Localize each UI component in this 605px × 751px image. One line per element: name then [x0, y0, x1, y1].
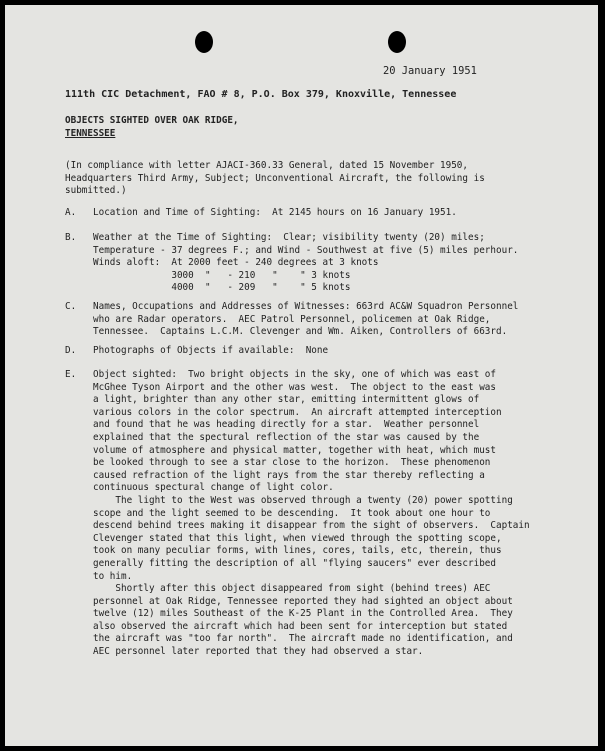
- compliance-line: submitted.): [65, 185, 127, 197]
- section-d: [65, 345, 328, 358]
- section-text: the aircraft was "too far north". The aircraft made no identification, and: [93, 633, 513, 645]
- section-b: [65, 232, 518, 295]
- section-e: [65, 369, 530, 659]
- section-c: [65, 301, 518, 339]
- section-key: C.: [65, 301, 77, 312]
- section-text: Weather at the Time of Sighting: Clear; visibility twenty (20) miles;: [93, 232, 485, 243]
- section-text: Shortly after this object disappeared from sight (behind trees) AEC: [93, 583, 491, 595]
- section-a: [65, 207, 457, 220]
- section-key: D.: [65, 345, 77, 356]
- compliance-statement: [65, 160, 485, 198]
- subject-line-2: TENNESSEE: [65, 127, 116, 139]
- section-key: E.: [65, 369, 77, 380]
- section-text: McGhee Tyson Airport and the other was west. The object to the east was: [93, 381, 496, 393]
- section-text: caused refraction of the light rays from the star thereby reflecting a: [93, 469, 485, 481]
- section-key: A.: [65, 207, 77, 218]
- section-text: explained that the spectural reflection of the star was caused by the: [93, 431, 480, 443]
- section-text: who are Radar operators. AEC Patrol Personnel, policemen at Oak Ridge,: [93, 313, 491, 325]
- section-text: descend behind trees making it disappear from the sight of observers. Captain: [93, 520, 530, 532]
- office-header: 111th CIC Detachment, FAO # 8, P.O. Box 379, Knoxville, Tennessee: [65, 89, 457, 100]
- section-text: be looked through to see a star close to the horizon. These phenomenon: [93, 457, 491, 469]
- section-text: Object sighted: Two bright objects in the sky, one of which was east of: [93, 369, 496, 380]
- section-text: a light, brighter than any other star, emitting intermittent glows of: [93, 394, 480, 406]
- punch-hole-right: [388, 31, 406, 53]
- section-text: continuous spectural change of light color.: [93, 482, 334, 494]
- compliance-line: (In compliance with letter AJACI-360.33 General, dated 15 November 1950,: [65, 160, 468, 171]
- subject-heading: [65, 115, 239, 140]
- section-text: Photographs of Objects if available: None: [93, 345, 329, 356]
- section-text: took on many peculiar forms, with lines, cores, tails, etc, therein, thus: [93, 545, 502, 557]
- section-text: and found that he was heading directly for a star. Weather personnel: [93, 419, 480, 431]
- winds-aloft-row: Winds aloft: At 2000 feet - 240 degrees at 3 knots: [93, 257, 379, 269]
- compliance-line: Headquarters Third Army, Subject; Unconventional Aircraft, the following is: [65, 172, 485, 184]
- section-text: Names, Occupations and Addresses of Witnesses: 663rd AC&W Squadron Personnel: [93, 301, 519, 312]
- section-text: Temperature - 37 degrees F.; and Wind - Southwest at five (5) miles perhour.: [93, 244, 519, 256]
- section-text: twelve (12) miles Southeast of the K-25 Plant in the Controlled Area. They: [93, 608, 513, 620]
- winds-aloft-row: 3000 " - 210 " " 3 knots: [93, 269, 351, 281]
- punch-hole-left: [195, 31, 213, 53]
- section-text: volume of atmosphere and physical matter, together with heat, which must: [93, 444, 496, 456]
- section-text: Location and Time of Sighting: At 2145 hours on 16 January 1951.: [93, 207, 457, 218]
- section-text: scope and the light seemed to be descending. It took about one hour to: [93, 507, 491, 519]
- document-page: [5, 5, 598, 746]
- section-text: to him.: [93, 570, 133, 582]
- section-key: B.: [65, 232, 77, 243]
- document-date: 20 January 1951: [383, 65, 477, 77]
- subject-line-1: OBJECTS SIGHTED OVER OAK RIDGE,: [65, 115, 239, 126]
- section-text: Clevenger stated that this light, when viewed through the spotting scope,: [93, 532, 502, 544]
- section-text: Tennessee. Captains L.C.M. Clevenger and Wm. Aiken, Controllers of 663rd.: [93, 326, 508, 338]
- section-text: also observed the aircraft which had been sent for interception but stated: [93, 620, 508, 632]
- section-text: generally fitting the description of all "flying saucers" ever described: [93, 557, 496, 569]
- winds-aloft-row: 4000 " - 209 " " 5 knots: [93, 282, 351, 294]
- section-text: various colors in the color spectrum. An aircraft attempted interception: [93, 406, 502, 418]
- section-text: AEC personnel later reported that they had observed a star.: [93, 646, 424, 658]
- section-text: The light to the West was observed through a twenty (20) power spotting: [93, 494, 513, 506]
- section-text: personnel at Oak Ridge, Tennessee reported they had sighted an object about: [93, 595, 513, 607]
